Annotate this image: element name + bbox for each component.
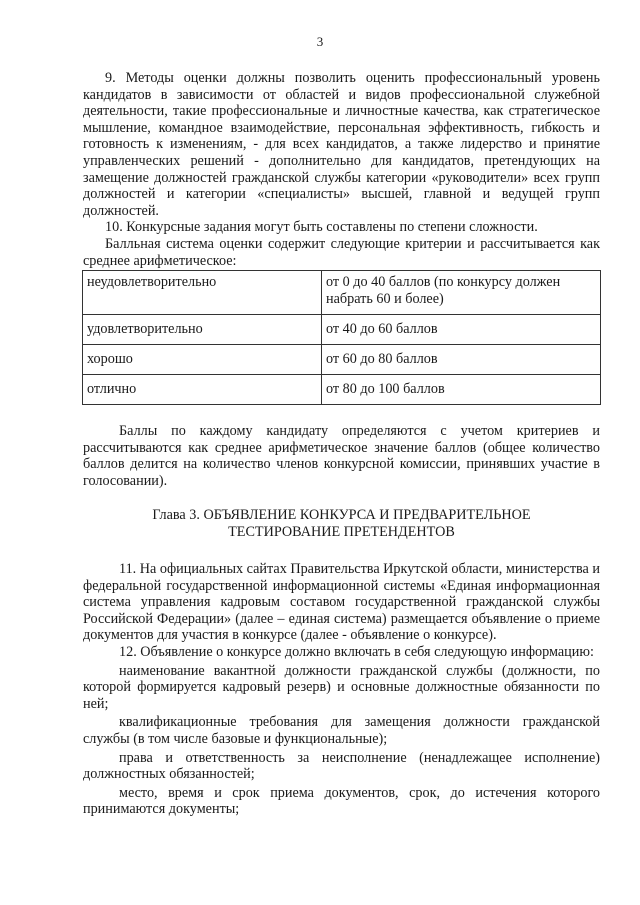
grade-cell: отлично — [83, 375, 322, 405]
paragraph-9: 9. Методы оценки должны позволить оценить профессиональный уровень кандидатов в зависимости от областей и видов профессиональной служебной деятельности, такие профессиональные и личностные качества, как стратегическое мышление, командное взаимодействие, персональная эффективность, гибкость и готовность к изменениям, - для всех кандидатов, а также лидерство и принятие управленческих решений - дополнительно для кандидатов, претендующих на замещение должностей гражданской службы категории «руководители» всех групп должностей и категории «специалисты» высшей, главной и ведущей групп должностей. — [83, 70, 600, 219]
table-row — [83, 315, 601, 345]
table-row — [83, 345, 601, 375]
list-item: квалификационные требования для замещения должности гражданской службы (в том числе базовые и функциональные); — [83, 714, 600, 747]
paragraph-11: 11. На официальных сайтах Правительства Иркутской области, министерства и федеральной государственной информационной системы «Единая информационная система управления кадровым составом государственной гражданской службы Российской Федерации» (далее – единая система) размещается объявление о приеме документов для участия в конкурсе (далее - объявление о конкурсе). — [83, 561, 600, 644]
section-11-12 — [83, 561, 600, 818]
chapter-title-line-2: ТЕСТИРОВАНИЕ ПРЕТЕНДЕНТОВ — [228, 523, 455, 540]
grade-cell: удовлетворительно — [83, 315, 322, 345]
paragraph-10-scoring: Балльная система оценки содержит следующие критерии и рассчитывается как среднее арифметическое: — [83, 235, 600, 269]
list-item: права и ответственность за неисполнение (ненадлежащее исполнение) должностных обязанностей; — [83, 749, 600, 783]
range-cell: от 60 до 80 баллов — [322, 345, 601, 375]
scoring-table — [82, 270, 601, 405]
paragraph-10: 10. Конкурсные задания могут быть составлены по степени сложности. — [105, 219, 538, 236]
grade-cell: неудовлетворительно — [83, 271, 322, 315]
paragraph-after-table: Баллы по каждому кандидату определяются с учетом критериев и рассчитываются как среднее арифметическое значение баллов (общее количество баллов делится на количество членов конкурсной комиссии, принявших участие в голосовании). — [83, 423, 600, 489]
table-row — [83, 271, 601, 315]
list-item: наименование вакантной должности гражданской службы (должности, по которой формируется кадровый резерв) и основные должностные обязанности по ней; — [83, 662, 600, 712]
table-row — [83, 375, 601, 405]
range-cell: от 40 до 60 баллов — [322, 315, 601, 345]
list-item: место, время и срок приема документов, срок, до истечения которого принимаются документы; — [83, 784, 600, 818]
paragraph-after-table-block — [83, 423, 600, 489]
range-cell: от 80 до 100 баллов — [322, 375, 601, 405]
chapter-title-line-1: Глава 3. ОБЪЯВЛЕНИЕ КОНКУРСА И ПРЕДВАРИТЕЛЬНОЕ — [152, 507, 531, 523]
chapter-heading — [83, 507, 600, 540]
section-9-10 — [83, 70, 600, 405]
grade-cell: хорошо — [83, 345, 322, 375]
paragraph-12: 12. Объявление о конкурсе должно включать в себя следующую информацию: — [119, 643, 594, 660]
range-cell: от 0 до 40 баллов (по конкурсу должен набрать 60 и более) — [322, 271, 601, 315]
page-number: 3 — [316, 34, 324, 49]
